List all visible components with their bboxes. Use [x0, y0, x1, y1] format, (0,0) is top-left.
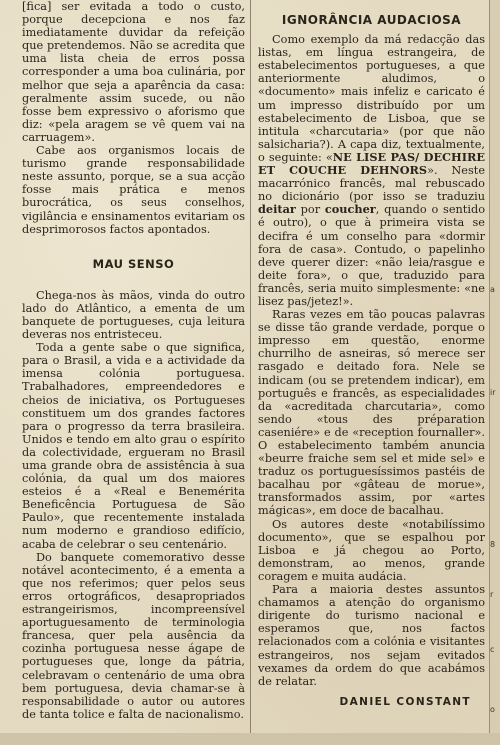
strip-mark: 8 [490, 540, 496, 549]
adjacent-column-strip [489, 0, 500, 745]
text-run: ». Neste macarrónico francês, mal rebuscado no dicionário (por isso se traduziu [258, 164, 486, 204]
article-paragraph: [fica] ser evitada a todo o custo, porque decepciona e nos faz imediatamente duvidar da refeição que pretendemos. Não se acredita que uma lista cheia de erros possa corresponder a uma boa culinária, por melhor que seja a aparência da casa: geralmente assim sucede, ou não fosse bem expressivo o aforismo que diz: «pela aragem se vê quem vai na carruagem». [22, 0, 245, 144]
text-run: Como exemplo da má redacção das listas, em língua estrangeira, de estabelecimentos portugueses, a que anteriormente aludimos, o «documento» mais infeliz e caricato é um impresso distribuído por um estabelecimento de Lisboa, que se intitula «charcutaria» (por que não salsicharia?). A capa diz, textualmente, o seguinte: « [258, 33, 485, 164]
left-column [22, 0, 245, 721]
column-divider [250, 0, 251, 745]
article-paragraph: Toda a gente sabe o que significa, para o Brasil, a vida e a actividade da imensa colónia portuguesa. Trabalhadores, empreendedores e cheios de iniciativa, os Portugueses constituem um dos grandes factores para o progresso da terra brasileira. Unidos e tendo em alto grau o espírito da colectividade, ergueram no Brasil uma grande obra de assistência à sua colónia, da qual um dos maiores esteios é a «Real e Benemérita Beneficência Portuguesa de São Paulo», que recentemente instalada num moderno e grandioso edifício, acaba de celebrar o seu centenário. [22, 341, 245, 551]
article-paragraph [258, 33, 485, 308]
section-headline-ignorancia-audaciosa: IGNORÂNCIA AUDACIOSA [281, 13, 462, 27]
article-paragraph: Do banquete comemorativo desse notável acontecimento, é a ementa a que nos referimos; quer pelos seus erros ortográficos, desapropriados estrangeirismos, incompreensível aportuguesamento de terminologia francesa, quer pela ausência da cozinha portuguesa nesse ágape de portugueses que, longe da pátria, celebravam o centenário de uma obra bem portuguesa, devia chamar-se à responsabilidade o autor ou autores de tanta tolice e falta de nacionalismo. [22, 550, 245, 721]
quoted-french-phrase: NE LISE PAS/ DECHIRE ET COUCHE DEHNORS [258, 149, 485, 178]
article-paragraph: Para a maioria destes assuntos chamamos a atenção do organismo dirigente do turismo nacional e esperamos que, nos factos relacionados com a colónia e visitantes estrangeiros, nos sejam evitados vexames da ordem do que acabámos de relatar. [258, 583, 485, 688]
page-bottom-edge [0, 733, 500, 745]
article-paragraph: Raras vezes em tão poucas palavras se disse tão grande verdade, porque o impresso em questão, enorme churrilho de asneiras, só merece ser rasgado e deitado fora. Nele se indicam (ou se pretendem indicar), em português e francês, as especialidades da «acreditada charcutaria», como sendo «tous des préparation caseniére» e de «reception fournaller». O estabelecimento também anuncia «beurre fraiche sem sel et mide sel» e traduz os portuguesíssimos pastéis de bacalhau por «gâteau de morue», transformados assim, por «artes mágicas», em doce de bacalhau. [258, 308, 485, 518]
section-headline-mau-senso: MAU SENSO [92, 256, 175, 271]
strip-mark: r [490, 590, 494, 599]
emphasized-word: deitar [258, 202, 296, 217]
article-paragraph: Os autores deste «notabilíssimo documento», que se espalhou por Lisboa e já chegou ao Porto, demonstram, ao menos, grande coragem e muita audácia. [258, 517, 485, 583]
text-run: por [295, 203, 325, 217]
strip-mark: ir [490, 388, 496, 397]
article-paragraph: Cabe aos organismos locais de turismo grande responsabilidade neste assunto, porque, se a sua acção fosse mais prática e menos burocrática, os seus conselhos, vigilância e ensinamentos evitariam os desprimorosos factos apontados. [22, 144, 245, 236]
strip-mark: a [490, 285, 495, 294]
strip-mark: c [490, 645, 495, 654]
author-byline: DANIEL CONSTANT [339, 695, 471, 708]
strip-mark: o [490, 705, 495, 714]
emphasized-word: coucher [324, 202, 376, 217]
right-column [258, 0, 485, 709]
article-paragraph: Chega-nos às mãos, vinda do outro lado do Atlântico, a ementa de um banquete de portugueses, cuja leitura deveras nos entristeceu. [22, 288, 245, 342]
text-run: , quando o sentido é outro), o que à primeira vista se decifra é um conselho para «dormir fora de casa». Contudo, o papelinho deve querer dizer: «não leia/rasgue e deite fora», o que, traduzido para francês, seria muito simplesmente: «ne lisez pas/jetez!». [258, 203, 485, 308]
